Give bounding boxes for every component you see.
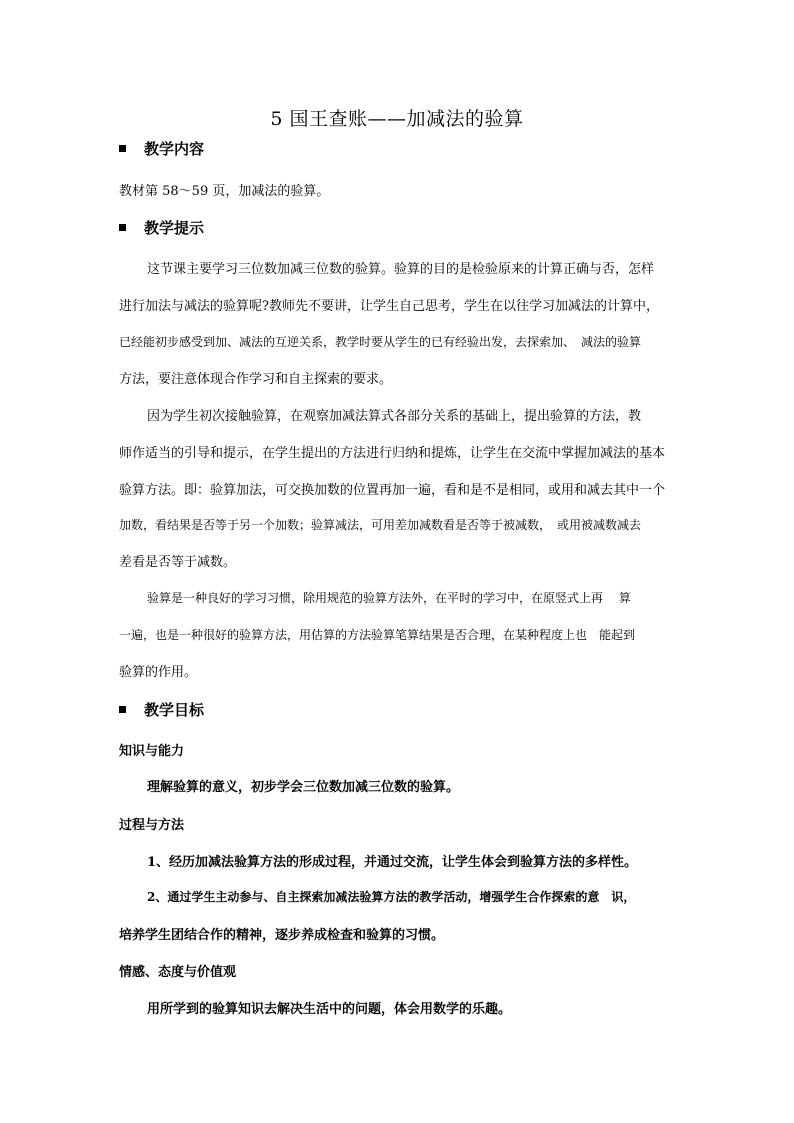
subheading-attitude: 情感、态度与价值观 [119,965,237,980]
subheading-knowledge: 知识与能力 [119,744,185,759]
section-heading-label: 教学提示 [144,219,205,237]
goal-text: 理解验算的意义，初步学会三位数加减三位数的验算。 [147,780,460,795]
goal-item-1: 1、经历加减法验算方法的形成过程，并通过交流，让学生体会到验算方法的多样性。 [147,855,638,870]
goal-text: 用所学到的验算知识去解决生活中的问题，体会用数学的乐趣。 [147,1002,512,1017]
square-bullet-icon [119,145,126,152]
paragraph-line: 这节课主要学习三位数加减三位数的验算。验算的目的是检验原来的计算正确与否，怎样 [147,262,655,277]
paragraph-line: 验算的作用。 [119,665,198,680]
section-heading-hint [119,217,204,238]
paragraph-line: 一遍，也是一种很好的验算方法，用估算的方法验算笔算结果是否合理，在某种程度上也 能起到 [119,628,636,642]
paragraph-line: 加数，看结果是否等于另一个加数；验算减法，可用差加减数看是否等于被减数， 或用被减数减去 [119,518,642,532]
content-text: 教材第 58～59 页，加减法的验算。 [119,184,330,199]
paragraph-line: 因为学生初次接触验算，在观察加减法算式各部分关系的基础上，提出验算的方法，教 [147,409,642,424]
paragraph-line: 师作适当的引导和提示，在学生提出的方法进行归纳和提炼，让学生在交流中掌握加减法的基本 [119,446,666,461]
section-heading-label: 教学目标 [144,701,205,719]
paragraph-line: 方法，要注意体现合作学习和自主探索的要求。 [119,372,393,387]
paragraph-line: 差看是否等于减数。 [119,555,237,570]
subheading-process: 过程与方法 [119,818,185,833]
section-heading-content [119,138,204,159]
square-bullet-icon [119,706,126,713]
square-bullet-icon [119,224,126,231]
paragraph-line: 进行加法与减法的验算呢?教师先不要讲，让学生自己思考，学生在以往学习加减法的计算中， [119,299,659,314]
goal-item-2-continued: 培养学生团结合作的精神，逐步养成检查和验算的习惯。 [119,928,445,943]
paragraph-line: 已经能初步感受到加、减法的互逆关系，教学时要从学生的已有经验出发，去探索加、 减法的验算 [119,335,642,349]
section-heading-label: 教学内容 [144,140,205,158]
paragraph-line: 验算方法。即：验算加法，可交换加数的位置再加一遍，看和是不是相同，或用和减去其中一个 [119,483,666,498]
document-title: 5 国王查账——加减法的验算 [270,108,524,130]
section-heading-goals [119,699,204,720]
goal-item-2: 2、通过学生主动参与、自主探索加减法验算方法的教学活动，增强学生合作探索的意 识， [147,890,636,904]
paragraph-line: 验算是一种良好的学习习惯，除用规范的验算方法外，在平时的学习中，在原竖式上再 算 [147,591,631,605]
